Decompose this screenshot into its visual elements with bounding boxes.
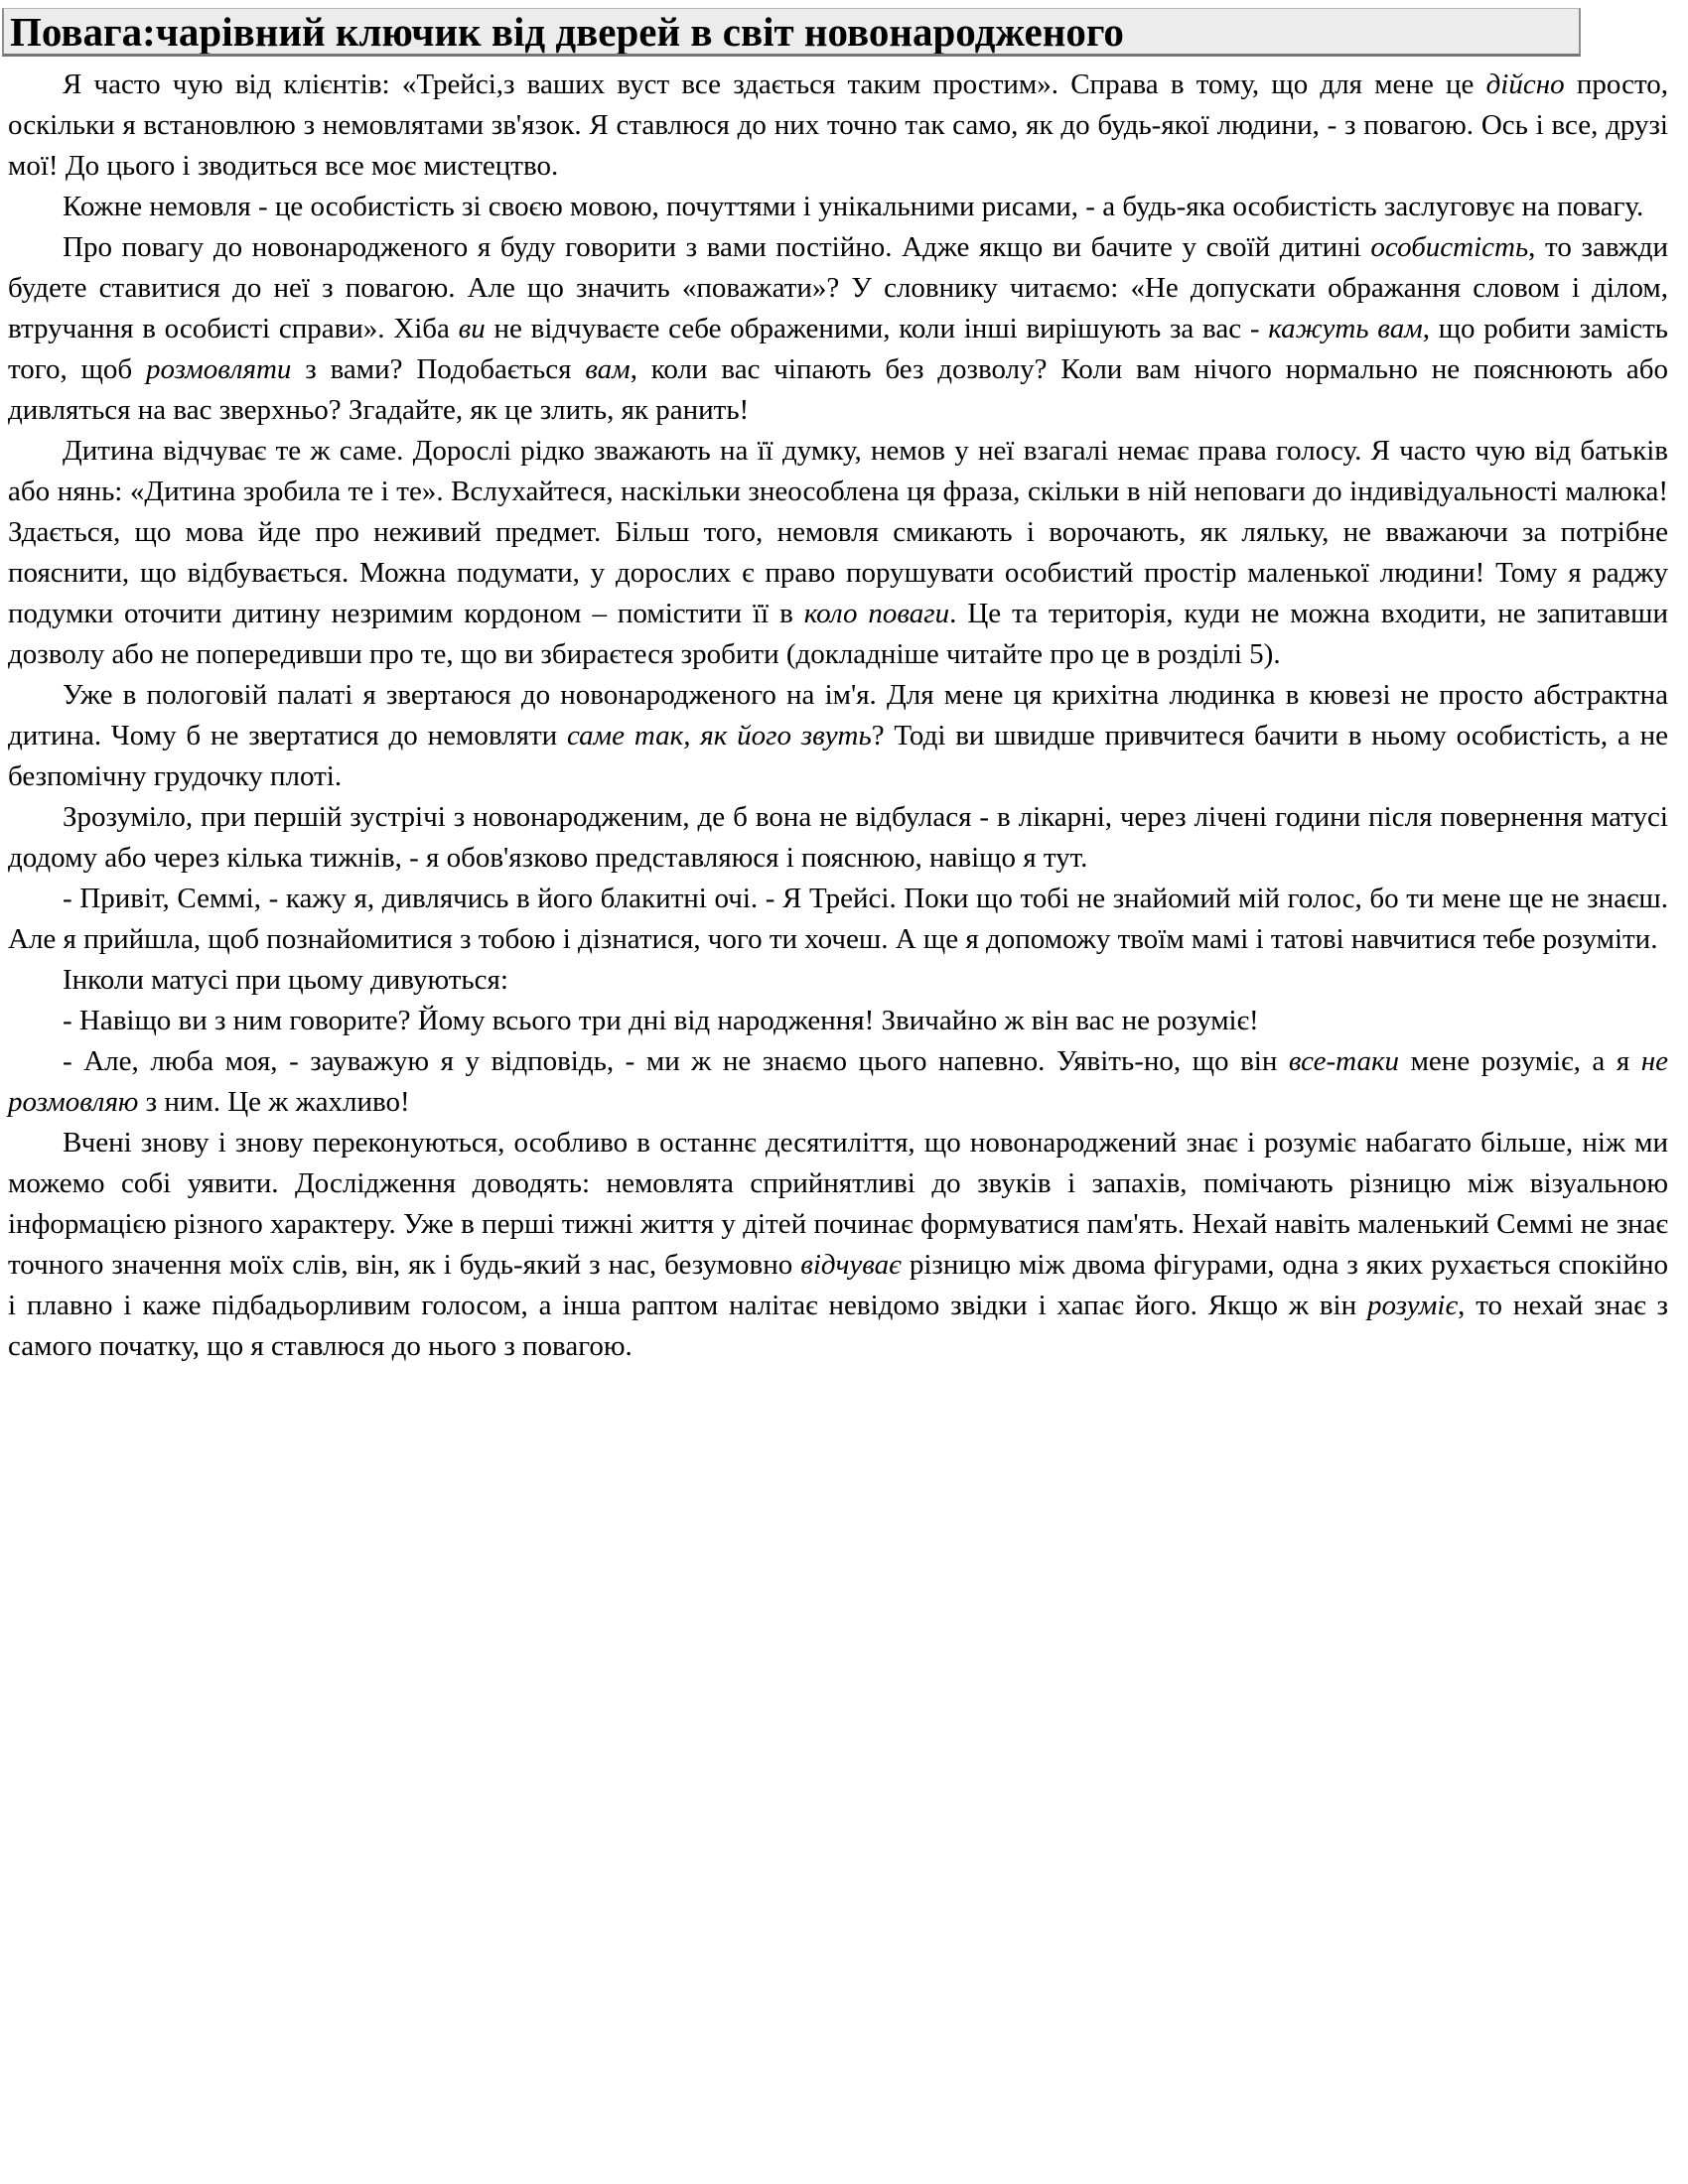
text-segment: не відчуваєте себе ображеними, коли інші вирішують за вас - bbox=[485, 313, 1269, 345]
text-segment: - Але, люба моя, - зауважую я у відповідь, - ми ж не знаємо цього напевно. Уявіть-но, що він bbox=[63, 1045, 1289, 1078]
paragraph bbox=[8, 675, 1668, 797]
italic-text-segment: вам bbox=[585, 353, 631, 386]
document-page bbox=[0, 8, 1688, 2184]
text-segment: , то нехай знає з самого початку, що я ставлюся до нього з повагою. bbox=[8, 1290, 1668, 1363]
paragraph bbox=[8, 431, 1668, 675]
text-segment: просто, оскільки я встановлюю з немовлятами зв'язок. Я ставлюся до них точно так само, як до будь-якої людини, - з повагою. Ось і все, друзі мої! До цього і зводиться все моє мистецтво. bbox=[8, 68, 1668, 183]
text-segment: - Привіт, Семмі, - кажу я, дивлячись в його блакитні очі. - Я Трейсі. Поки що тобі не знайомий мій голос, бо ти мене ще не знаєш. Але я прийшла, щоб познайомитися з тобою і дізнатися, чого ти хочеш. А ще я допоможу твоїм мамі і татові навчитися тебе розуміти. bbox=[8, 883, 1668, 956]
page-title: Повага:чарівний ключик від дверей в світ новонародженого bbox=[2, 8, 1581, 57]
text-segment: Про повагу до новонародженого я буду говорити з вами постійно. Адже якщо ви бачите у своїй дитині bbox=[63, 231, 1371, 264]
text-segment: мене розуміє, а я bbox=[1399, 1045, 1641, 1078]
text-segment: Зрозуміло, при першій зустрічі з новонародженим, де б вона не відбулася - в лікарні, через лічені години після повернення матусі додому або через кілька тижнів, - я обов'язково представляюся і пояснюю, навіщо я тут. bbox=[8, 801, 1668, 875]
text-segment: з ним. Це ж жахливо! bbox=[138, 1086, 410, 1119]
text-segment: Уже в пологовій палаті я звертаюся до новонародженого на ім'я. Для мене ця крихітна людинка в кювезі не просто абстрактна дитина. Чому б не звертатися до немовляти bbox=[8, 679, 1668, 752]
text-segment: , коли вас чіпають без дозволу? Коли вам нічого нормально не пояснюють або дивляться на вас зверхньо? Згадайте, як це злить, як ранить! bbox=[8, 353, 1668, 427]
italic-text-segment: дійсно bbox=[1485, 68, 1565, 101]
text-segment: - Навіщо ви з ним говорите? Йому всього три дні від народження! Звичайно ж він вас не розуміє! bbox=[63, 1005, 1259, 1037]
text-segment: , то завжди будете ставитися до неї з повагою. Але що значить «поважати»? У словнику читаємо: «Не допускати ображання словом і ділом, втручання в особисті справи». Хіба bbox=[8, 231, 1668, 345]
paragraph bbox=[8, 1001, 1668, 1041]
text-segment: Інколи матусі при цьому дивуються: bbox=[63, 964, 508, 997]
text-segment: ? Тоді ви швидше привчитеся бачити в ньому особистість, а не безпомічну грудочку плоті. bbox=[8, 720, 1669, 793]
paragraph bbox=[8, 1041, 1668, 1123]
italic-text-segment: не розмовляю bbox=[8, 1045, 1668, 1119]
italic-text-segment: все-таки bbox=[1288, 1045, 1400, 1078]
paragraph bbox=[8, 65, 1668, 187]
text-segment: , що робити замість того, щоб bbox=[8, 313, 1668, 386]
italic-text-segment: відчуває bbox=[800, 1249, 902, 1282]
text-segment: Вчені знову і знову переконуються, особливо в останнє десятиліття, що новонароджений знає і розуміє набагато більше, ніж ми можемо собі уявити. Дослідження доводять: немовлята сприйнятливі до звуків і запахів, помічають різницю між візуальною інформацією різного характеру. Уже в перші тижні життя у дітей починає формуватися пам'ять. Нехай навіть маленький Семмі не знає точного значення моїх слів, він, як і будь-який з нас, безумовно bbox=[8, 1127, 1668, 1282]
italic-text-segment: особистість bbox=[1370, 231, 1529, 264]
italic-text-segment: коло поваги bbox=[803, 598, 950, 630]
text-segment: з вами? Подобається bbox=[291, 353, 586, 386]
text-segment: Я часто чую від клієнтів: «Трейсі,з ваших вуст все здається таким простим». Справа в тому, що для мене це bbox=[63, 68, 1486, 101]
text-segment: різницю між двома фігурами, одна з яких рухається спокійно і плавно і каже підбадьорливим голосом, а інша раптом налітає невідомо звідки і хапає його. Якщо ж він bbox=[8, 1249, 1669, 1322]
paragraph bbox=[8, 227, 1668, 431]
paragraph bbox=[8, 960, 1668, 1001]
italic-text-segment: саме так, як його звуть bbox=[567, 720, 872, 752]
article-body bbox=[8, 65, 1668, 1367]
paragraph bbox=[8, 187, 1668, 227]
text-segment: Дитина відчуває те ж саме. Дорослі рідко зважають на її думку, немов у неї взагалі немає права голосу. Я часто чую від батьків або нянь: «Дитина зробила те і те». Вслухайтеся, наскільки знеособлена ця фраза, скільки в ній неповаги до індивідуальності малюка! Здається, що мова йде про неживий предмет. Більш того, немовля смикають і ворочають, як ляльку, не вважаючи за потрібне пояснити, що відбувається. Можна подумати, у дорослих є право порушувати особистий простір маленької людини! Тому я раджу подумки оточити дитину незримим кордоном – помістити її в bbox=[8, 435, 1668, 630]
italic-text-segment: розуміє bbox=[1367, 1290, 1459, 1322]
text-segment: . Це та територія, куди не можна входити, не запитавши дозволу або не попередивши про те, що ви збираєтеся зробити (докладніше читайте про це в розділі 5). bbox=[8, 598, 1669, 671]
italic-text-segment: ви bbox=[458, 313, 486, 345]
paragraph bbox=[8, 879, 1668, 960]
paragraph bbox=[8, 1123, 1668, 1367]
paragraph bbox=[8, 797, 1668, 879]
text-segment: Кожне немовля - це особистість зі своєю мовою, почуттями і унікальними рисами, - а будь-яка особистість заслуговує на повагу. bbox=[63, 191, 1644, 223]
italic-text-segment: розмовляти bbox=[146, 353, 292, 386]
italic-text-segment: кажуть вам bbox=[1268, 313, 1423, 345]
